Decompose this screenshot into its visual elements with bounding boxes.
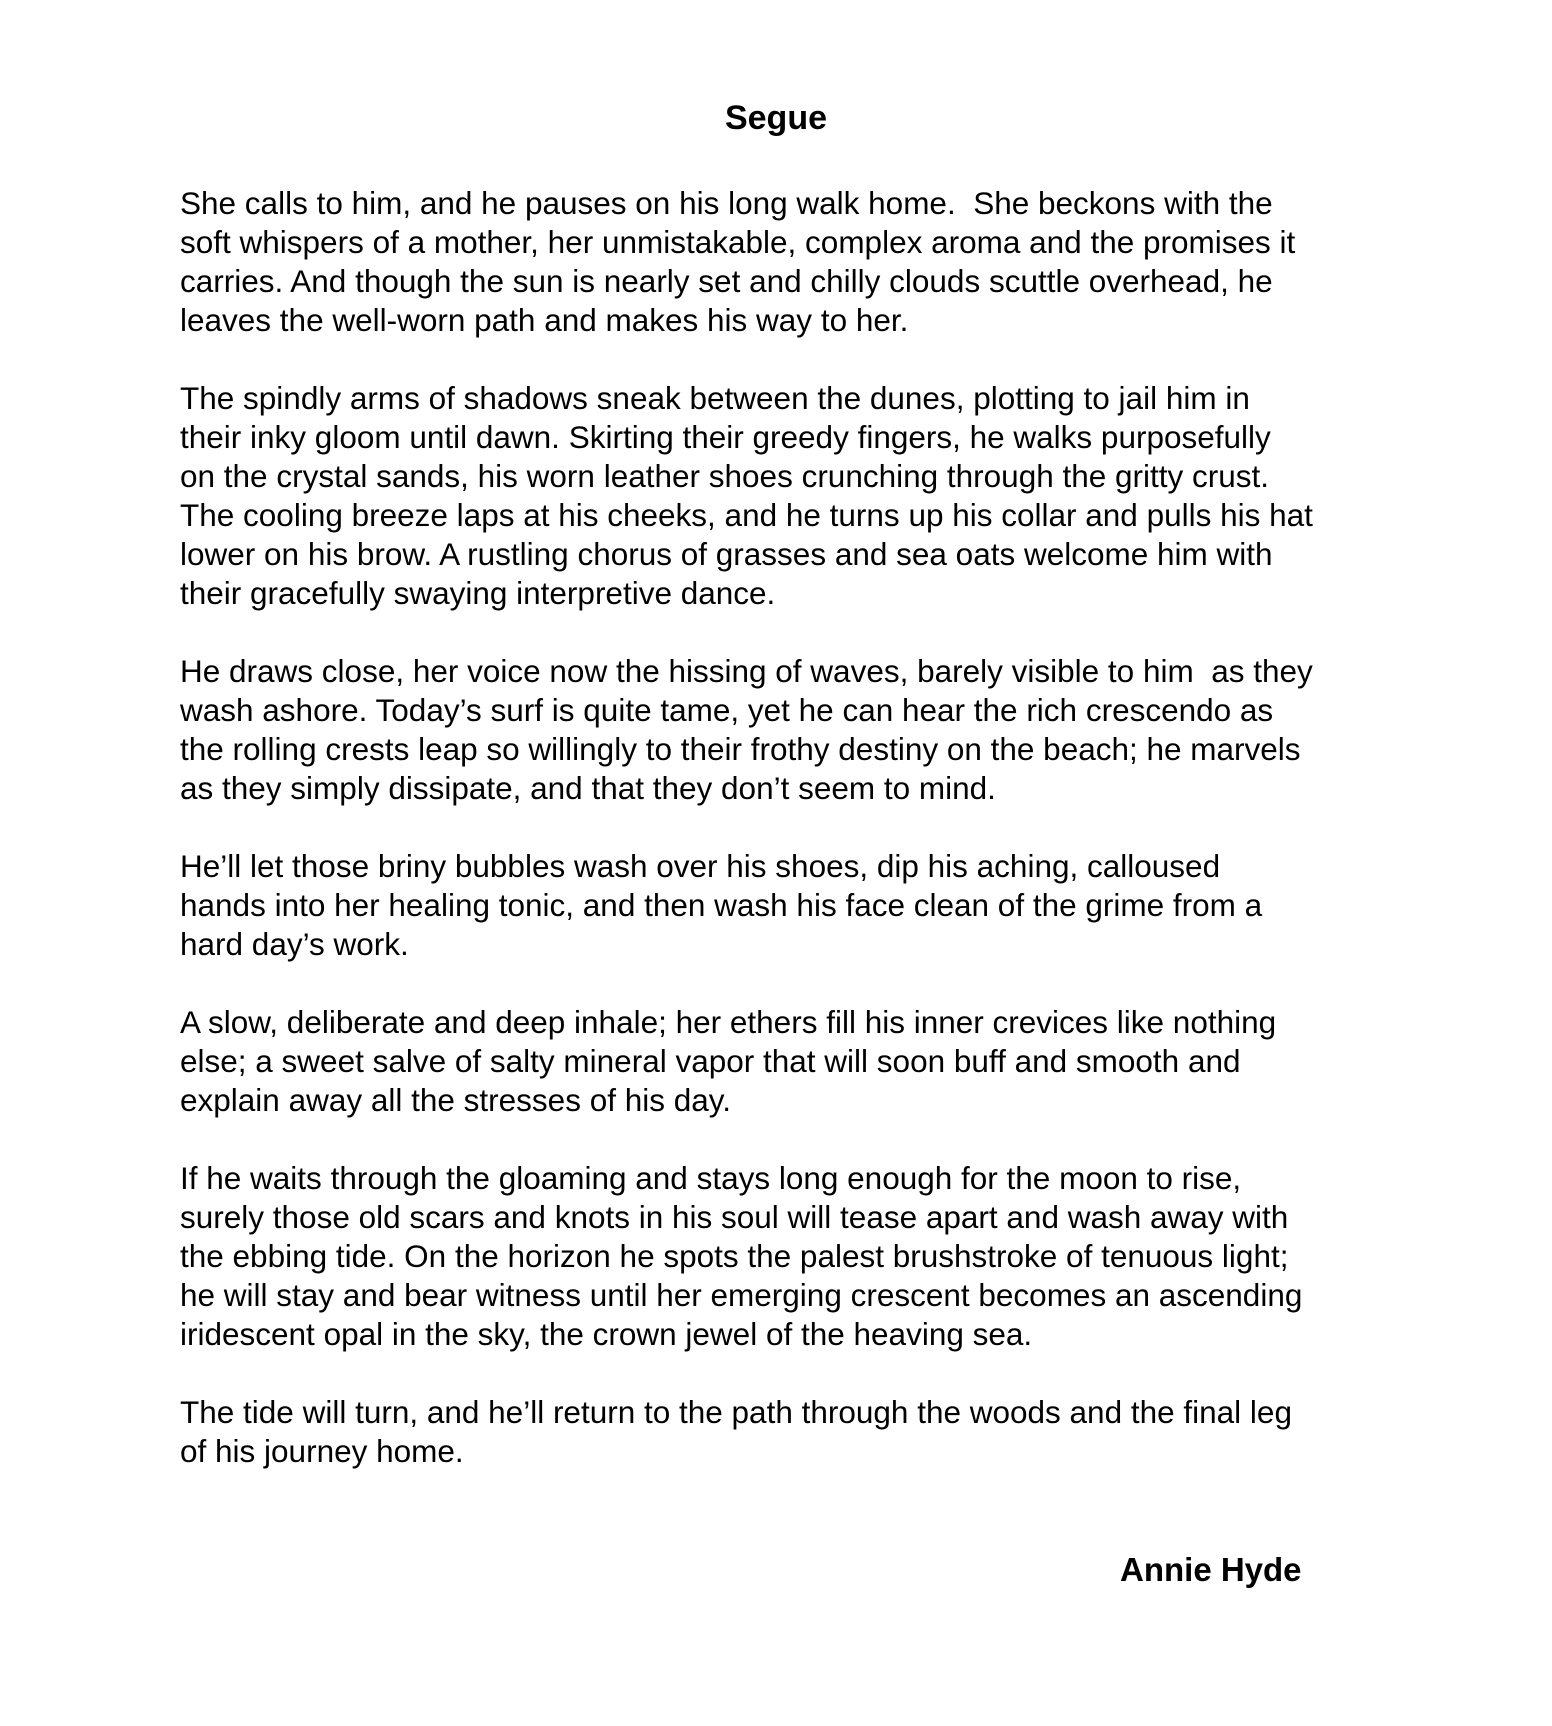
paragraph-line: He draws close, her voice now the hissing of waves, barely visible to him as they xyxy=(180,653,1313,689)
paragraph-line: The cooling breeze laps at his cheeks, and he turns up his collar and pulls his hat xyxy=(180,497,1313,533)
paragraph-line: The tide will turn, and he’ll return to the path through the woods and the final leg xyxy=(180,1394,1292,1430)
paragraph-1 xyxy=(180,184,1420,340)
paragraph-line: If he waits through the gloaming and stays long enough for the moon to rise, xyxy=(180,1160,1242,1196)
paragraph-line: wash ashore. Today’s surf is quite tame, yet he can hear the rich crescendo as xyxy=(180,692,1274,728)
paragraph-2 xyxy=(180,379,1420,613)
paragraph-line: else; a sweet salve of salty mineral vapor that will soon buff and smooth and xyxy=(180,1043,1241,1079)
paragraph-line: hard day’s work. xyxy=(180,926,409,962)
paragraph-7 xyxy=(180,1393,1420,1471)
paragraph-line: the rolling crests leap so willingly to their frothy destiny on the beach; he marvels xyxy=(180,731,1301,767)
paragraph-line: leaves the well-worn path and makes his way to her. xyxy=(180,302,909,338)
paragraph-line: surely those old scars and knots in his soul will tease apart and wash away with xyxy=(180,1199,1289,1235)
paragraph-6 xyxy=(180,1159,1420,1354)
paragraph-line: he will stay and bear witness until her emerging crescent becomes an ascending xyxy=(180,1277,1303,1313)
paragraph-line: She calls to him, and he pauses on his long walk home. She beckons with the xyxy=(180,185,1273,221)
paragraph-line: on the crystal sands, his worn leather shoes crunching through the gritty crust. xyxy=(180,458,1270,494)
paragraph-line: hands into her healing tonic, and then wash his face clean of the grime from a xyxy=(180,887,1263,923)
paragraph-line: soft whispers of a mother, her unmistakable, complex aroma and the promises it xyxy=(180,224,1296,260)
paragraph-5 xyxy=(180,1003,1420,1120)
paragraph-line: their gracefully swaying interpretive dance. xyxy=(180,575,776,611)
paragraph-line: as they simply dissipate, and that they don’t seem to mind. xyxy=(180,770,996,806)
paragraph-line: The spindly arms of shadows sneak between the dunes, plotting to jail him in xyxy=(180,380,1250,416)
paragraph-line: iridescent opal in the sky, the crown jewel of the heaving sea. xyxy=(180,1316,1033,1352)
paragraph-line: of his journey home. xyxy=(180,1433,464,1469)
paragraph-line: the ebbing tide. On the horizon he spots the palest brushstroke of tenuous light; xyxy=(180,1238,1289,1274)
paragraph-line: A slow, deliberate and deep inhale; her ethers fill his inner crevices like nothing xyxy=(180,1004,1277,1040)
paragraph-line: He’ll let those briny bubbles wash over his shoes, dip his aching, calloused xyxy=(180,848,1221,884)
paragraph-line: carries. And though the sun is nearly set and chilly clouds scuttle overhead, he xyxy=(180,263,1273,299)
paragraph-line: explain away all the stresses of his day. xyxy=(180,1082,731,1118)
paragraph-line: their inky gloom until dawn. Skirting their greedy fingers, he walks purposefully xyxy=(180,419,1271,455)
paragraph-line: lower on his brow. A rustling chorus of grasses and sea oats welcome him with xyxy=(180,536,1273,572)
paragraph-4 xyxy=(180,847,1420,964)
document-body xyxy=(180,184,1420,1510)
paragraph-3 xyxy=(180,652,1420,808)
author-signature: Annie Hyde xyxy=(1120,1551,1302,1588)
document-title: Segue xyxy=(724,99,828,137)
